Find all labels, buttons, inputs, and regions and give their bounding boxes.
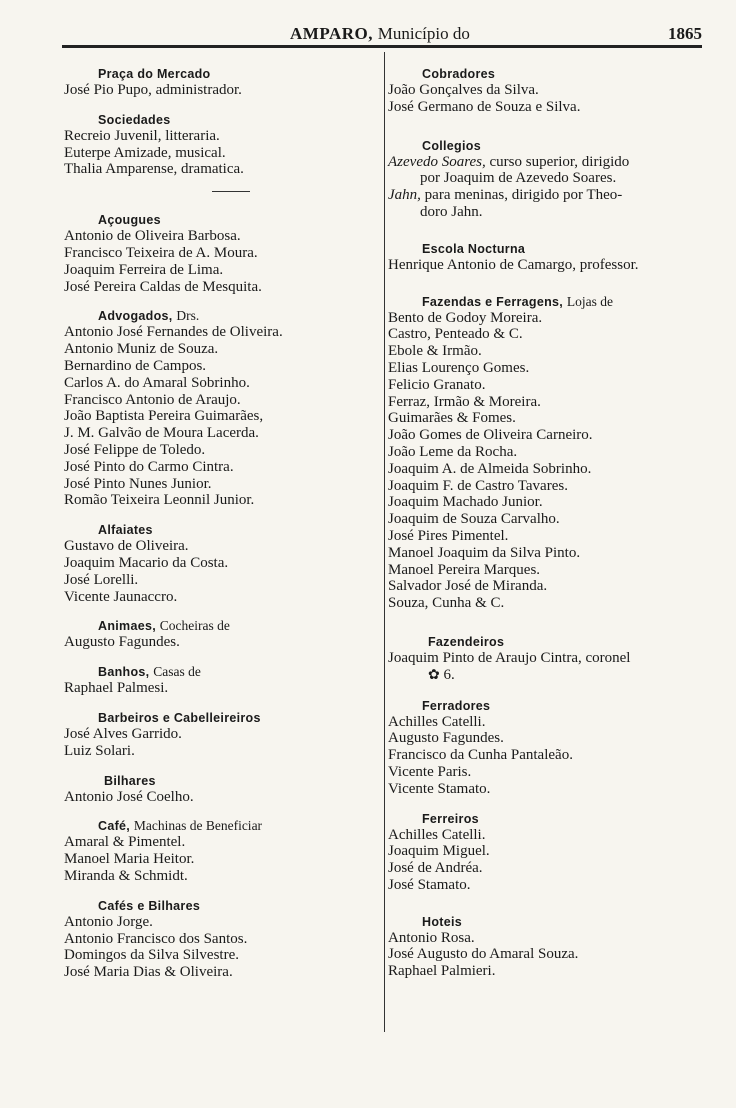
section-heading: Alfaiates [98,523,153,538]
list-item: José Pio Pupo, administrador. [64,82,242,98]
section-heading: Hoteis [422,914,463,929]
list-item: Antonio José Coelho. [64,788,194,805]
list-item: José Pinto do Carmo Cintra. [64,458,234,475]
list-item: Amaral & Pimentel. [64,834,186,851]
list-item: Romão Teixeira Leonnil Junior. [64,492,255,509]
section-separator [212,191,250,192]
list-item-continuation: doro Jahn. [420,203,483,220]
section-bilhares [64,773,374,806]
page-header [62,22,702,44]
list-item: Francisco Antonio de Araujo. [64,391,241,408]
list-item: José Alves Garrido. [64,725,182,742]
section-heading [64,664,374,680]
list-item: Joaquim A. de Almeida Sobrinho. [388,460,592,477]
list-item: Joaquim de Souza Carvalho. [388,511,560,528]
page-title [290,24,470,44]
list-item [388,154,706,171]
left-column [64,66,374,994]
section-heading: Praça do Mercado [98,67,211,81]
section-heading: Sociedades [98,112,171,127]
list-item: Souza, Cunha & C. [388,595,505,612]
section-ferradores [388,698,706,798]
list-item: Recreio Juvenil, litteraria. [64,127,220,144]
town-name: AMPARO, [290,24,373,43]
section-advogados [64,308,374,509]
list-item: João Baptista Pereira Guimarães, [64,408,264,425]
section-hoteis [388,914,706,980]
list-item: José Maria Dias & Oliveira. [64,964,233,981]
list-item: Manoel Pereira Marques. [388,561,541,578]
section-collegios [388,138,706,221]
header-rule [62,45,702,48]
list-item: Thalia Amparense, dramatica. [64,161,244,178]
list-item: Augusto Fagundes. [64,634,180,651]
list-item: Antonio de Oliveira Barbosa. [64,228,241,245]
list-item: Raphael Palmieri. [388,963,496,980]
section-heading: Escola Nocturna [422,241,526,256]
list-item: Achilles Catelli. [388,826,486,843]
heading-title: Advogados, [98,309,173,324]
list-item: Joaquim F. de Castro Tavares. [388,477,568,494]
heading-suffix: Cocheiras de [159,618,230,634]
section-heading [64,618,374,634]
list-item: Vicente Stamato. [388,780,491,797]
list-item: Luiz Solari. [64,742,135,759]
heading-title: Café, [98,819,131,834]
list-item: João Leme da Rocha. [388,443,518,460]
section-heading: Ferreiros [422,811,479,826]
section-heading: Collegios [422,138,481,153]
list-item: Joaquim Pinto de Araujo Cintra, coronel [388,649,631,666]
college-desc: curso superior, dirigido [489,153,630,170]
section-heading: Barbeiros e Cabelleireiros [98,710,261,725]
list-item: Joaquim Macario da Costa. [64,554,229,571]
section-praca-mercado [64,66,374,99]
list-item: José Pinto Nunes Junior. [64,475,212,492]
college-name: Jahn, [388,187,421,204]
municipality-label: Município do [377,24,470,43]
section-heading: Fazendeiros [428,634,505,649]
section-heading: Cobradores [422,67,496,81]
right-column [388,66,706,993]
list-item: Joaquim Miguel. [388,843,490,860]
section-heading: Açougues [98,213,161,228]
list-item: Castro, Penteado & C. [388,326,523,343]
section-heading [388,294,706,310]
section-fazendas-ferragens [388,294,706,612]
section-ferreiros [388,811,706,894]
list-item: Achilles Catelli. [388,713,486,730]
list-item: Antonio Jorge. [64,913,153,930]
college-desc: para meninas, dirigido por Theo- [424,187,623,204]
heading-title: Banhos, [98,665,150,680]
list-item: José Stamato. [388,876,471,893]
entry-number: 6. [443,666,455,683]
college-name: Azevedo Soares, [388,153,486,170]
list-item: José Lorelli. [64,571,139,588]
heading-title: Animaes, [98,619,156,634]
section-acougues [64,212,374,295]
order-emblem-icon: ✿ [428,667,440,683]
list-item: Elias Lourenço Gomes. [388,359,530,376]
heading-suffix: Casas de [153,664,201,680]
section-heading [64,308,374,324]
list-item: José de Andréa. [388,860,483,877]
section-barbeiros [64,710,374,760]
list-item: José Pereira Caldas de Mesquita. [64,278,262,295]
list-item: João Gonçalves da Silva. [388,82,539,98]
list-item-continuation [388,667,706,685]
list-item [388,187,706,204]
section-fazendeiros [388,634,706,685]
list-item: Bento de Godoy Moreira. [388,309,543,326]
section-alfaiates [64,522,374,605]
section-heading: Bilhares [104,773,156,788]
list-item: J. M. Galvão de Moura Lacerda. [64,425,259,442]
list-item: Antonio Rosa. [388,929,475,946]
list-item-continuation: por Joaquim de Azevedo Soares. [420,170,617,187]
list-item: Henrique Antonio de Camargo, professor. [388,256,639,273]
section-cafes-bilhares [64,898,374,981]
section-animaes [64,618,374,651]
list-item: Ferraz, Irmão & Moreira. [388,393,541,410]
list-item: Augusto Fagundes. [388,730,504,747]
column-divider [384,52,385,1032]
list-item: Manoel Joaquim da Silva Pinto. [388,544,581,561]
heading-title: Fazendas e Ferragens, [422,294,564,309]
list-item: Salvador José de Miranda. [388,578,548,595]
page-year: 1865 [668,24,702,43]
section-cafe [64,818,374,884]
list-item: Antonio Muniz de Souza. [64,341,219,358]
list-item: Antonio Francisco dos Santos. [64,930,248,947]
list-item: José Germano de Souza e Silva. [388,98,581,115]
list-item: Gustavo de Oliveira. [64,538,189,555]
list-item: Ebole & Irmão. [388,343,482,360]
list-item: Miranda & Schmidt. [64,867,188,884]
list-item: Felicio Granato. [388,376,486,393]
list-item: Carlos A. do Amaral Sobrinho. [64,374,250,391]
heading-suffix: Drs. [176,308,200,324]
heading-suffix: Lojas de [566,293,613,309]
section-heading [64,818,374,834]
section-banhos [64,664,374,697]
list-item: Francisco da Cunha Pantaleão. [388,747,573,764]
section-sociedades [64,112,374,178]
list-item: Vicente Jaunaccro. [64,588,178,605]
list-item: Guimarães & Fomes. [388,410,516,427]
list-item: Joaquim Machado Junior. [388,494,543,511]
list-item: João Gomes de Oliveira Carneiro. [388,427,593,444]
list-item: Domingos da Silva Silvestre. [64,947,239,964]
list-item: Vicente Paris. [388,763,472,780]
list-item: Bernardino de Campos. [64,357,207,374]
list-item: Raphael Palmesi. [64,680,169,697]
list-item: Antonio José Fernandes de Oliveira. [64,324,283,341]
list-item: Joaquim Ferreira de Lima. [64,261,224,278]
list-item: José Felippe de Toledo. [64,441,206,458]
list-item: Manoel Maria Heitor. [64,851,195,868]
section-cobradores [388,66,706,116]
section-heading: Ferradores [422,698,491,713]
section-heading: Cafés e Bilhares [98,898,201,913]
list-item: Euterpe Amizade, musical. [64,144,226,161]
list-item: Francisco Teixeira de A. Moura. [64,244,258,261]
list-item: José Pires Pimentel. [388,527,509,544]
heading-suffix: Machinas de Beneficiar [133,818,263,834]
list-item: José Augusto do Amaral Souza. [388,946,579,963]
section-escola-nocturna [388,241,706,274]
